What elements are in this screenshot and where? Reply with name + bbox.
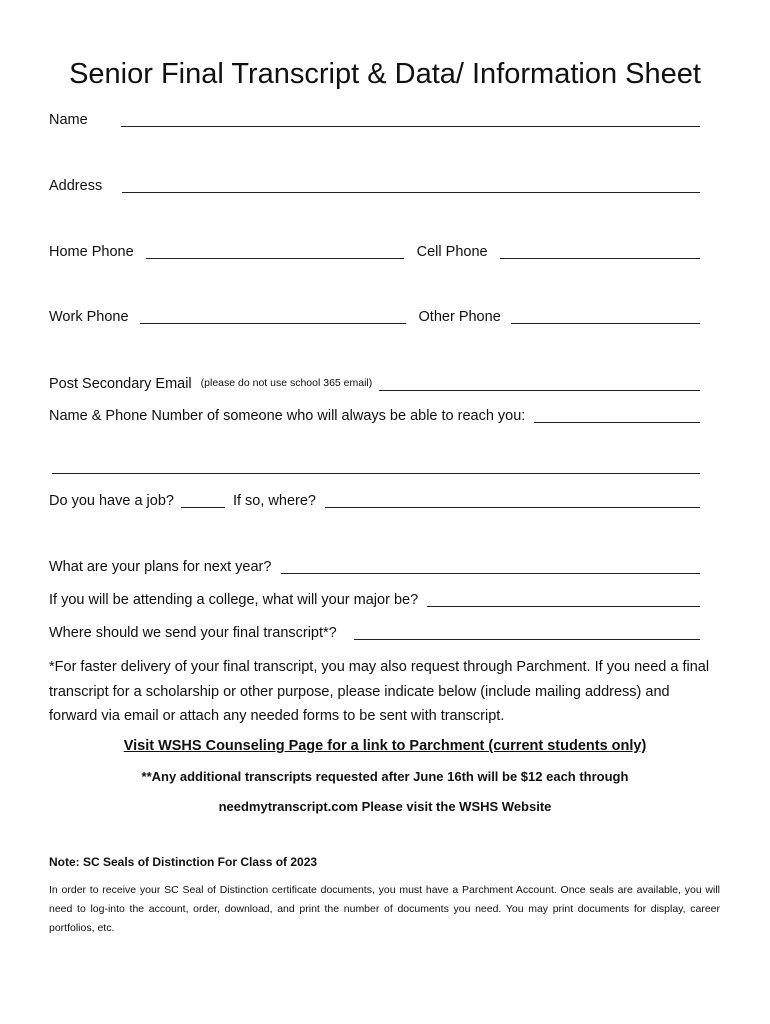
major-label: If you will be attending a college, what will your major be?: [49, 592, 419, 608]
work-phone-label: Work Phone: [49, 309, 129, 325]
job-field[interactable]: [181, 493, 225, 508]
email-hint: (please do not use school 365 email): [200, 377, 373, 389]
name-row: [49, 111, 700, 129]
additional-transcripts-line1: **Any additional transcripts requested after June 16th will be $12 each through: [141, 769, 629, 784]
contact-row: [49, 407, 700, 425]
send-to-row: [49, 624, 700, 642]
send-to-field[interactable]: [354, 625, 700, 640]
additional-transcripts-line2: needmytranscript.com Please visit the WSHS Website: [218, 799, 552, 814]
email-row: [49, 374, 700, 393]
major-field[interactable]: [427, 592, 700, 607]
plans-field[interactable]: [281, 559, 700, 574]
page-title: Senior Final Transcript & Data/ Information Sheet: [69, 58, 701, 90]
note-body: In order to receive your SC Seal of Distinction certificate documents, you must have a Parchment Account. Once seals are available, you will need to log-into the account, order, download, and print the number of documents you need. You may print documents for display, career portfolios, etc.: [49, 884, 720, 934]
major-row: [49, 591, 700, 609]
home-phone-field[interactable]: [146, 244, 404, 259]
contact-field[interactable]: [534, 408, 700, 423]
name-label: Name: [49, 112, 88, 128]
plans-row: [49, 558, 700, 576]
job-label: Do you have a job?: [49, 493, 174, 509]
cell-phone-label: Cell Phone: [416, 244, 488, 260]
work-phone-field[interactable]: [140, 309, 406, 324]
address-field[interactable]: [122, 178, 700, 193]
email-field[interactable]: [379, 376, 700, 391]
note-heading: Note: SC Seals of Distinction For Class of 2023: [49, 855, 318, 869]
contact-label: Name & Phone Number of someone who will always be able to reach you:: [49, 408, 526, 424]
contact-continued-row: [52, 459, 700, 476]
counseling-page-link[interactable]: Visit WSHS Counseling Page for a link to Parchment (current students only): [123, 738, 647, 754]
job-row: [49, 492, 700, 510]
email-label: Post Secondary Email: [49, 376, 192, 392]
address-row: [49, 177, 700, 195]
job-where-field[interactable]: [325, 493, 700, 508]
cell-phone-field[interactable]: [500, 244, 700, 259]
parchment-paragraph: *For faster delivery of your final transcript, you may also request through Parchment. If you need a final transcript for a scholarship or other purpose, please indicate below (include mailing address) and forward via email or attach any needed forms to be sent with transcript.: [49, 659, 710, 724]
address-label: Address: [49, 178, 103, 194]
plans-label: What are your plans for next year?: [49, 559, 272, 575]
contact-field-continued[interactable]: [52, 459, 700, 474]
name-field[interactable]: [121, 112, 700, 127]
send-to-label: Where should we send your final transcript*?: [49, 625, 337, 641]
other-phone-field[interactable]: [511, 309, 700, 324]
home-phone-label: Home Phone: [49, 244, 134, 260]
job-where-label: If so, where?: [232, 493, 316, 509]
phone-row: [49, 243, 700, 261]
work-phone-row: [49, 308, 700, 326]
other-phone-label: Other Phone: [418, 309, 501, 325]
